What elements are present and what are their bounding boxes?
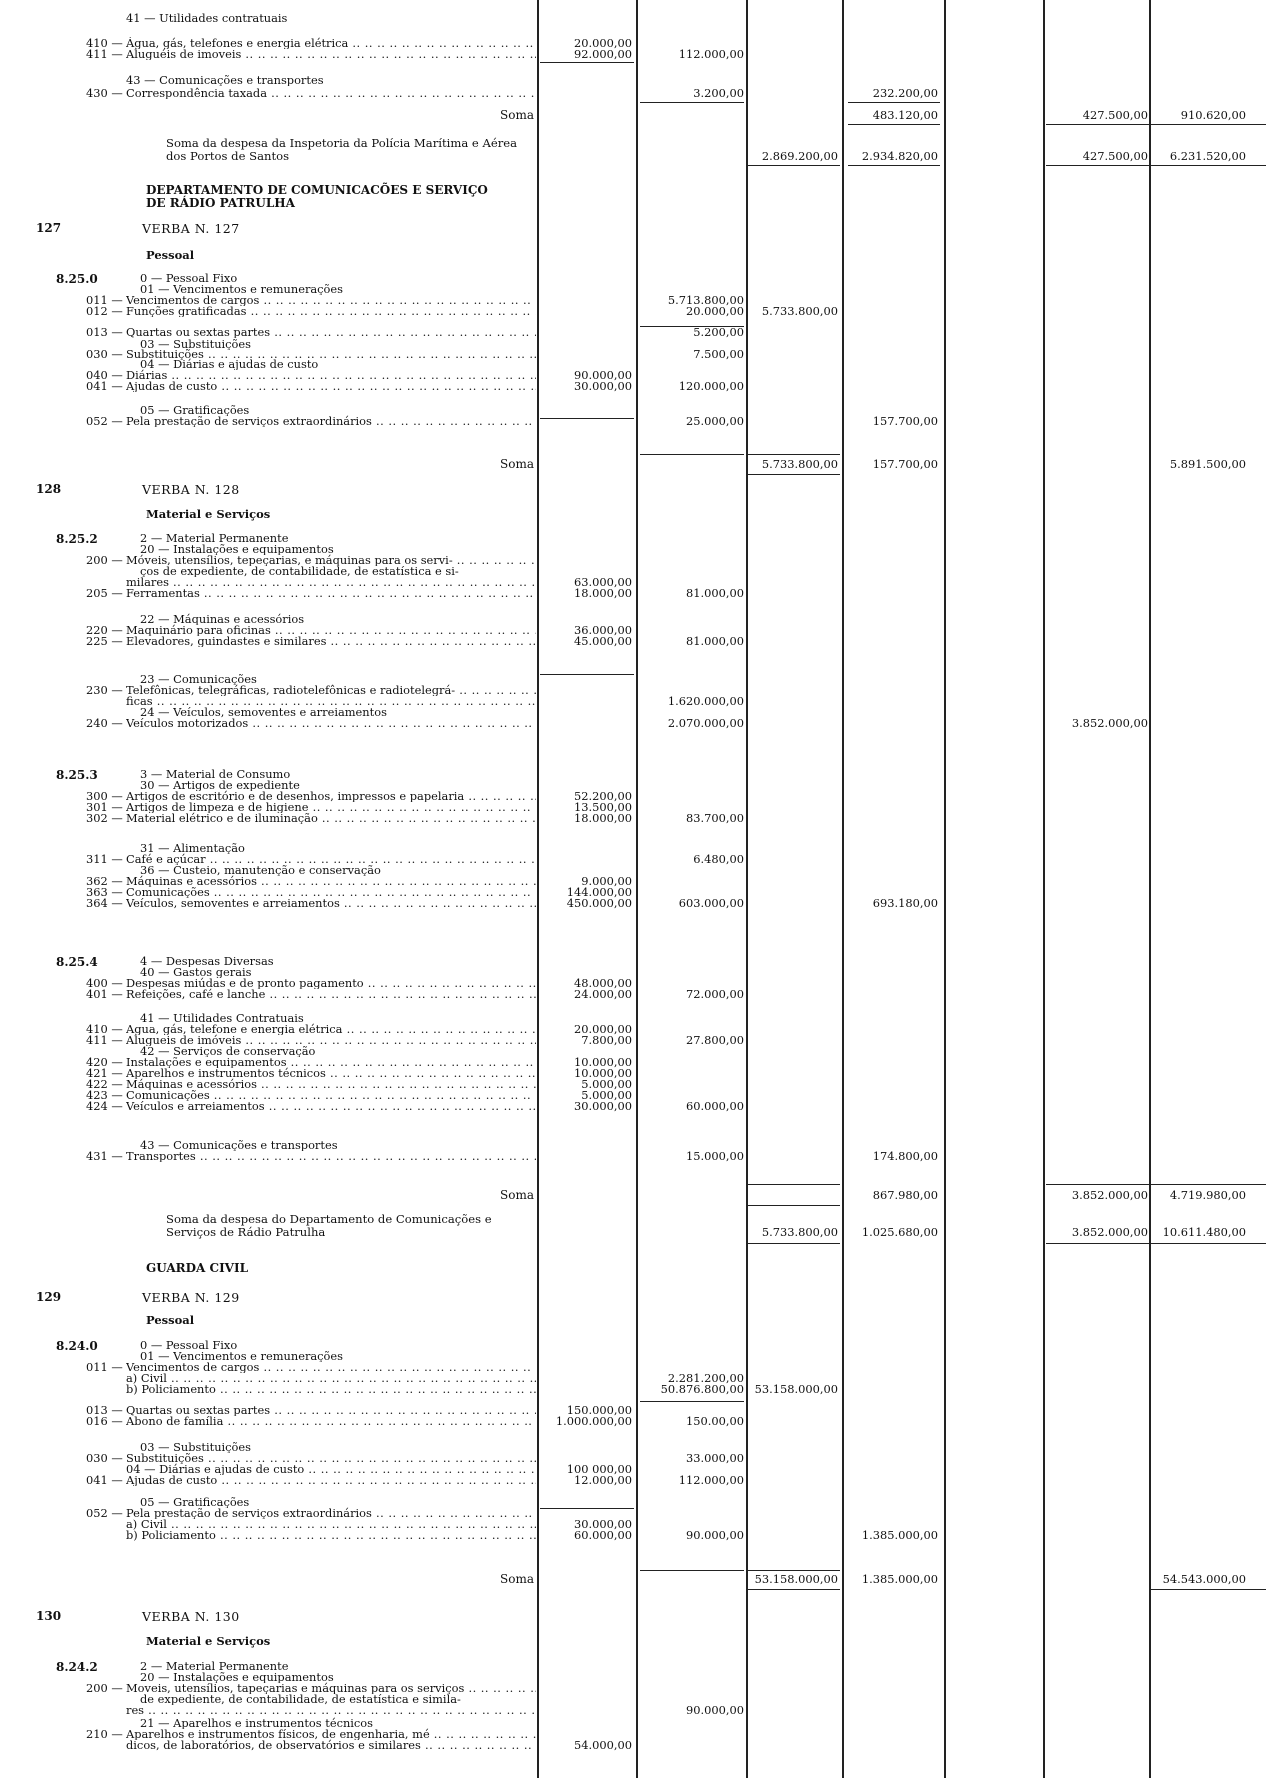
amount-col2: 603.000,00 bbox=[678, 896, 744, 910]
soma-row bbox=[0, 1189, 1269, 1201]
item-description: Quartas ou sextas partes .. .. bbox=[126, 1404, 536, 1416]
amount-col4: 157.700,00 bbox=[872, 414, 938, 428]
rule bbox=[640, 1401, 744, 1402]
item-description: dicos, de laboratórios, de observatórios e similares .. .. bbox=[126, 1739, 536, 1751]
amount-col1: 450.000,00 bbox=[566, 896, 632, 910]
amount-col2: 25.000,00 bbox=[686, 414, 744, 428]
amount-col1: 18.000,00 bbox=[574, 586, 632, 600]
amount-col1: 7.800,00 bbox=[581, 1033, 632, 1047]
group-heading: 01 — Vencimentos e remunerações bbox=[140, 283, 344, 295]
amount-col2: 150.00,00 bbox=[686, 1414, 744, 1428]
amount-col2: 120.000,00 bbox=[678, 379, 744, 393]
rule bbox=[1046, 1184, 1266, 1185]
item-code: 041 — bbox=[86, 379, 123, 393]
item-description: Máquinas e acessórios .. .. bbox=[126, 875, 536, 887]
classification-code: 8.25.4 bbox=[56, 955, 98, 969]
amount-col4: 867.980,00 bbox=[872, 1188, 938, 1202]
group-heading: 03 — Substituições bbox=[140, 338, 252, 350]
amount-col4: 483.120,00 bbox=[872, 108, 938, 122]
amount-col1: 54.000,00 bbox=[574, 1738, 632, 1752]
item-description: Veículos e arreiamentos .. .. bbox=[126, 1100, 536, 1112]
amount-col2: 112.000,00 bbox=[678, 1473, 744, 1487]
amount-col3: 5.733.800,00 bbox=[761, 457, 838, 471]
verba-number: 127 bbox=[36, 221, 62, 235]
group-heading: 01 — Vencimentos e remunerações bbox=[140, 1350, 344, 1362]
amount-col1: 10.000,00 bbox=[574, 1066, 632, 1080]
ledger-row bbox=[0, 305, 1269, 317]
item-description: Móveis, utensílios, tepeçarias, e máquinas para os servi- .. .. bbox=[126, 554, 536, 566]
item-description: 04 — Diárias e ajudas de custo .. .. bbox=[126, 1463, 536, 1475]
amount-col3: 5.733.800,00 bbox=[761, 304, 838, 318]
ledger-row bbox=[0, 717, 1269, 729]
amount-col4: 232.200,00 bbox=[872, 86, 938, 100]
rule bbox=[748, 454, 840, 455]
soma-row bbox=[0, 458, 1269, 470]
amount-col4: 2.934.820,00 bbox=[861, 149, 938, 163]
group-heading: 41 — Utilidades contratuais bbox=[126, 12, 288, 24]
amount-col2: 7.500,00 bbox=[693, 347, 744, 361]
amount-col1: 36.000,00 bbox=[574, 623, 632, 637]
item-description: b) Policiamento .. .. bbox=[126, 1529, 536, 1541]
soma-label: Soma bbox=[500, 457, 534, 471]
verba-title: VERBA N. 127 bbox=[142, 221, 240, 236]
item-description: Agua, gás, telefone e energia elétrica .. .. bbox=[126, 1023, 536, 1035]
item-code: 052 — bbox=[86, 414, 123, 428]
item-code: 410 — bbox=[86, 1022, 123, 1036]
ledger-row bbox=[0, 988, 1269, 1000]
item-code: 362 — bbox=[86, 874, 123, 888]
item-description: Moveis, utensílios, tapeçarias e máquinas para os serviços .. .. bbox=[126, 1682, 536, 1694]
amount-col4: 157.700,00 bbox=[872, 457, 938, 471]
amount-col1: 48.000,00 bbox=[574, 976, 632, 990]
item-description: Alugueis de imóveis .. .. bbox=[126, 1034, 536, 1046]
amount-col2: 83.700,00 bbox=[686, 811, 744, 825]
verba-number: 128 bbox=[36, 482, 62, 496]
section-subtitle: Material e Serviços bbox=[146, 507, 271, 521]
item-code: 200 — bbox=[86, 1681, 123, 1695]
item-description: Vencimentos de cargos .. .. bbox=[126, 294, 536, 306]
amount-col1: 30.000,00 bbox=[574, 1517, 632, 1531]
amount-col2: 15.000,00 bbox=[686, 1149, 744, 1163]
ledger-row bbox=[0, 74, 1269, 86]
group-heading: 04 — Diárias e ajudas de custo bbox=[140, 358, 319, 370]
item-description: Ajudas de custo .. .. bbox=[126, 380, 536, 392]
group-heading: 3 — Material de Consumo bbox=[140, 768, 291, 780]
amount-col3: 2.869.200,00 bbox=[761, 149, 838, 163]
item-code: 300 — bbox=[86, 789, 123, 803]
item-code: 411 — bbox=[86, 47, 123, 61]
item-code: 011 — bbox=[86, 1360, 123, 1374]
amount-col2: 27.800,00 bbox=[686, 1033, 744, 1047]
item-description: ficas .. .. bbox=[126, 695, 536, 707]
item-description: Abono de família .. .. bbox=[126, 1415, 536, 1427]
group-heading: 43 — Comunicações e transportes bbox=[140, 1139, 338, 1151]
rule bbox=[748, 165, 840, 166]
item-description: Máquinas e acessórios .. .. bbox=[126, 1078, 536, 1090]
ledger-row bbox=[0, 87, 1269, 99]
item-code: 052 — bbox=[86, 1506, 123, 1520]
item-description: Transportes .. .. bbox=[126, 1150, 536, 1162]
department-title: GUARDA CIVIL bbox=[146, 1261, 249, 1275]
rule bbox=[748, 1243, 840, 1244]
summary-values bbox=[0, 150, 1269, 162]
item-code: 400 — bbox=[86, 976, 123, 990]
amount-col2: 5.713.800,00 bbox=[667, 293, 744, 307]
group-heading: 21 — Aparelhos e instrumentos técnicos bbox=[140, 1717, 374, 1729]
item-code: 230 — bbox=[86, 683, 123, 697]
ledger-row bbox=[0, 812, 1269, 824]
amount-col1: 30.000,00 bbox=[574, 379, 632, 393]
item-description: Ajudas de custo .. .. bbox=[126, 1474, 536, 1486]
amount-col2: 50.876.800,00 bbox=[660, 1382, 744, 1396]
ledger-row bbox=[0, 415, 1269, 427]
item-code: 220 — bbox=[86, 623, 123, 637]
ledger-row bbox=[0, 380, 1269, 392]
amount-col2: 81.000,00 bbox=[686, 586, 744, 600]
item-code: 363 — bbox=[86, 885, 123, 899]
rule bbox=[540, 1508, 634, 1509]
ledger-row bbox=[0, 12, 1269, 24]
rule bbox=[848, 165, 940, 166]
item-code: 030 — bbox=[86, 347, 123, 361]
ledger-row bbox=[0, 587, 1269, 599]
rule bbox=[1046, 124, 1266, 125]
amount-col5: 427.500,00 bbox=[1082, 108, 1148, 122]
rule bbox=[748, 1205, 840, 1206]
amount-col3: 53.158.000,00 bbox=[754, 1382, 838, 1396]
amount-col1: 100 000,00 bbox=[566, 1462, 632, 1476]
amount-col4: 1.385.000,00 bbox=[861, 1528, 938, 1542]
ledger-row bbox=[0, 1529, 1269, 1541]
item-description: Quartas ou sextas partes .. .. bbox=[126, 326, 536, 338]
amount-col1: 20.000,00 bbox=[574, 1022, 632, 1036]
section-summary: Soma da despesa da Inspetoria da Polícia Marítima e Aérea dos Portos de Santos bbox=[166, 136, 518, 163]
amount-col1: 5.000,00 bbox=[581, 1077, 632, 1091]
group-heading: 20 — Instalações e equipamentos bbox=[140, 1671, 334, 1683]
item-description: res .. .. bbox=[126, 1704, 536, 1716]
item-code: 311 — bbox=[86, 852, 123, 866]
group-heading: 22 — Máquinas e acessórios bbox=[140, 613, 305, 625]
amount-col2: 3.200,00 bbox=[693, 86, 744, 100]
item-code: 205 — bbox=[86, 586, 123, 600]
amount-col6: 4.719.980,00 bbox=[1169, 1188, 1246, 1202]
verba-number: 130 bbox=[36, 1609, 62, 1623]
group-heading: 31 — Alimentação bbox=[140, 842, 245, 854]
amount-col1: 92.000,00 bbox=[574, 47, 632, 61]
amount-col6: 910.620,00 bbox=[1180, 108, 1246, 122]
rule bbox=[748, 474, 840, 475]
item-description: Artigos de escritório e de desenhos, impressos e papelaria .. .. bbox=[126, 790, 536, 802]
amount-col1: 144.000,00 bbox=[566, 885, 632, 899]
item-code: 016 — bbox=[86, 1414, 123, 1428]
item-code: 411 — bbox=[86, 1033, 123, 1047]
amount-col2: 60.000,00 bbox=[686, 1099, 744, 1113]
ledger-row bbox=[0, 897, 1269, 909]
item-description: Comunicações .. .. bbox=[126, 1089, 536, 1101]
group-heading: 42 — Serviços de conservação bbox=[140, 1045, 316, 1057]
item-code: 030 — bbox=[86, 1451, 123, 1465]
amount-col1: 9.000,00 bbox=[581, 874, 632, 888]
ledger-row bbox=[0, 1100, 1269, 1112]
rule bbox=[640, 454, 744, 455]
group-heading: 03 — Substituições bbox=[140, 1441, 252, 1453]
amount-col5: 3.852.000,00 bbox=[1071, 716, 1148, 730]
amount-col6: 54.543.000,00 bbox=[1162, 1572, 1246, 1586]
ledger-row bbox=[0, 1704, 1269, 1716]
rule bbox=[748, 1570, 840, 1571]
item-description: Despesas miúdas e de pronto pagamento .. .. bbox=[126, 977, 536, 989]
item-description: Ferramentas .. .. bbox=[126, 587, 536, 599]
verba-number: 129 bbox=[36, 1290, 62, 1304]
item-description: Telefônicas, telegráficas, radiotelefônicas e radiotelegrá- .. .. bbox=[126, 684, 536, 696]
section-summary: Soma da despesa do Departamento de Comunicações e Serviços de Rádio Patrulha bbox=[166, 1212, 492, 1239]
amount-col2: 2.281.200,00 bbox=[667, 1371, 744, 1385]
amount-col5: 3.852.000,00 bbox=[1071, 1225, 1148, 1239]
item-description: Aparelhos e instrumentos técnicos .. .. bbox=[126, 1067, 536, 1079]
soma-row bbox=[0, 109, 1269, 121]
verba-title: VERBA N. 128 bbox=[142, 482, 240, 497]
rule bbox=[540, 62, 634, 63]
item-description: Aluguéis de imoveis .. .. bbox=[126, 48, 536, 60]
section-subtitle: Material e Serviços bbox=[146, 1634, 271, 1648]
item-description: Artigos de limpeza e de higiene .. .. bbox=[126, 801, 536, 813]
amount-col6: 6.231.520,00 bbox=[1169, 149, 1246, 163]
group-heading: 0 — Pessoal Fixo bbox=[140, 272, 238, 284]
amount-col1: 10.000,00 bbox=[574, 1055, 632, 1069]
item-code: 012 — bbox=[86, 304, 123, 318]
item-code: 210 — bbox=[86, 1727, 123, 1741]
amount-col2: 72.000,00 bbox=[686, 987, 744, 1001]
amount-col1: 12.000,00 bbox=[574, 1473, 632, 1487]
group-heading: 05 — Gratificações bbox=[140, 1496, 250, 1508]
ledger-row bbox=[0, 1150, 1269, 1162]
verba-title: VERBA N. 129 bbox=[142, 1290, 240, 1305]
ledger-row bbox=[0, 1739, 1269, 1751]
amount-col1: 24.000,00 bbox=[574, 987, 632, 1001]
amount-col1: 30.000,00 bbox=[574, 1099, 632, 1113]
rule bbox=[748, 1589, 840, 1590]
item-description: Substituições .. .. bbox=[126, 1452, 536, 1464]
rule bbox=[640, 326, 744, 327]
item-description: Pela prestação de serviços extraordinários .. .. bbox=[126, 415, 536, 427]
item-description: Refeições, café e lanche .. .. bbox=[126, 988, 536, 1000]
item-description: Veículos motorizados .. .. bbox=[126, 717, 536, 729]
item-code: 302 — bbox=[86, 811, 123, 825]
item-description: Instalações e equipamentos .. .. bbox=[126, 1056, 536, 1068]
section-subtitle: Pessoal bbox=[146, 1313, 195, 1327]
amount-col1: 5.000,00 bbox=[581, 1088, 632, 1102]
item-code: 013 — bbox=[86, 325, 123, 339]
amount-col1: 1.000.000,00 bbox=[555, 1414, 632, 1428]
group-heading: 0 — Pessoal Fixo bbox=[140, 1339, 238, 1351]
ledger-row bbox=[0, 1474, 1269, 1486]
ledger-row bbox=[0, 48, 1269, 60]
classification-code: 8.24.2 bbox=[56, 1660, 98, 1674]
rule bbox=[748, 1184, 840, 1185]
amount-col2: 5.200,00 bbox=[693, 325, 744, 339]
rule bbox=[640, 102, 744, 103]
group-heading: 43 — Comunicações e transportes bbox=[126, 74, 324, 86]
item-code: 013 — bbox=[86, 1403, 123, 1417]
item-description: Elevadores, guindastes e similares .. .. bbox=[126, 635, 536, 647]
classification-code: 8.25.3 bbox=[56, 768, 98, 782]
item-description: Funções gratificadas .. .. bbox=[126, 305, 536, 317]
group-heading: 24 — Veículos, semoventes e arreiamentos bbox=[140, 706, 387, 718]
amount-col1: 20.000,00 bbox=[574, 36, 632, 50]
classification-code: 8.24.0 bbox=[56, 1339, 98, 1353]
amount-col4: 1.385.000,00 bbox=[861, 1572, 938, 1586]
item-code: 301 — bbox=[86, 800, 123, 814]
amount-col2: 90.000,00 bbox=[686, 1528, 744, 1542]
item-description: milares .. .. bbox=[126, 576, 536, 588]
amount-col2: 2.070.000,00 bbox=[667, 716, 744, 730]
item-code: 040 — bbox=[86, 368, 123, 382]
amount-col1: 150.000,00 bbox=[566, 1403, 632, 1417]
ledger-row bbox=[0, 1415, 1269, 1427]
item-description: a) Civil .. .. bbox=[126, 1372, 536, 1384]
item-code: 401 — bbox=[86, 987, 123, 1001]
group-heading: 40 — Gastos gerais bbox=[140, 966, 252, 978]
group-heading: 20 — Instalações e equipamentos bbox=[140, 543, 334, 555]
amount-col2: 112.000,00 bbox=[678, 47, 744, 61]
soma-row bbox=[0, 1573, 1269, 1585]
amount-col4: 693.180,00 bbox=[872, 896, 938, 910]
item-description: Água, gás, telefones e energia elétrica .. .. bbox=[126, 37, 536, 49]
item-description: b) Policiamento .. .. bbox=[126, 1383, 536, 1395]
section-subtitle: Pessoal bbox=[146, 248, 195, 262]
item-code: 422 — bbox=[86, 1077, 123, 1091]
amount-col1: 52.200,00 bbox=[574, 789, 632, 803]
item-description: Pela prestação de serviços extraordinários .. .. bbox=[126, 1507, 536, 1519]
amount-col3: 5.733.800,00 bbox=[761, 1225, 838, 1239]
amount-col1: 45.000,00 bbox=[574, 634, 632, 648]
amount-col1: 60.000,00 bbox=[574, 1528, 632, 1542]
summary-values bbox=[0, 1226, 1269, 1238]
amount-col5: 3.852.000,00 bbox=[1071, 1188, 1148, 1202]
item-description: Comunicações .. .. bbox=[126, 886, 536, 898]
rule bbox=[640, 1570, 744, 1571]
item-code: 430 — bbox=[86, 86, 123, 100]
soma-label: Soma bbox=[500, 1188, 534, 1202]
item-code: 200 — bbox=[86, 553, 123, 567]
group-heading: 2 — Material Permanente bbox=[140, 532, 289, 544]
rule bbox=[540, 674, 634, 675]
ledger-row bbox=[0, 635, 1269, 647]
classification-code: 8.25.2 bbox=[56, 532, 98, 546]
amount-col2: 90.000,00 bbox=[686, 1703, 744, 1717]
amount-col1: 13.500,00 bbox=[574, 800, 632, 814]
item-code: 420 — bbox=[86, 1055, 123, 1069]
amount-col3: 53.158.000,00 bbox=[754, 1572, 838, 1586]
item-description: Maquinário para oficinas .. .. bbox=[126, 624, 536, 636]
item-code: 041 — bbox=[86, 1473, 123, 1487]
amount-col1: 63.000,00 bbox=[574, 575, 632, 589]
group-heading: 36 — Custeio, manutenção e conservação bbox=[140, 864, 381, 876]
item-description: Café e açúcar .. .. bbox=[126, 853, 536, 865]
item-code: 424 — bbox=[86, 1099, 123, 1113]
amount-col2: 33.000,00 bbox=[686, 1451, 744, 1465]
item-code: 240 — bbox=[86, 716, 123, 730]
item-description: Vencimentos de cargos .. .. bbox=[126, 1361, 536, 1373]
rule bbox=[540, 418, 634, 419]
item-description: Diárias .. .. bbox=[126, 369, 536, 381]
item-description: a) Civil .. .. bbox=[126, 1518, 536, 1530]
item-code: 011 — bbox=[86, 293, 123, 307]
classification-code: 8.25.0 bbox=[56, 272, 98, 286]
group-heading: 23 — Comunicações bbox=[140, 673, 257, 685]
group-heading: 2 — Material Permanente bbox=[140, 1660, 289, 1672]
verba-title: VERBA N. 130 bbox=[142, 1609, 240, 1624]
ledger-row bbox=[0, 326, 1269, 338]
rule bbox=[1046, 1243, 1266, 1244]
item-code: 364 — bbox=[86, 896, 123, 910]
soma-label: Soma bbox=[500, 108, 534, 122]
ledger-row bbox=[0, 1383, 1269, 1395]
item-description: Correspondência taxada .. .. bbox=[126, 87, 536, 99]
rule bbox=[848, 124, 940, 125]
item-code: 423 — bbox=[86, 1088, 123, 1102]
department-title: DEPARTAMENTO DE COMUNICACÕES E SERVIÇO bbox=[146, 183, 488, 197]
amount-col4: 174.800,00 bbox=[872, 1149, 938, 1163]
department-title: DE RÁDIO PATRULHA bbox=[146, 196, 295, 210]
group-heading: 4 — Despesas Diversas bbox=[140, 955, 274, 967]
rule bbox=[848, 102, 940, 103]
soma-label: Soma bbox=[500, 1572, 534, 1586]
group-heading: de expediente, de contabilidade, de estatística e simila- bbox=[140, 1693, 461, 1705]
item-code: 421 — bbox=[86, 1066, 123, 1080]
amount-col2: 6.480,00 bbox=[693, 852, 744, 866]
amount-col6: 5.891.500,00 bbox=[1169, 457, 1246, 471]
group-heading: 30 — Artigos de expediente bbox=[140, 779, 300, 791]
item-code: 225 — bbox=[86, 634, 123, 648]
rule bbox=[1046, 165, 1266, 166]
group-heading: 05 — Gratificações bbox=[140, 404, 250, 416]
group-heading: 41 — Utilidades Contratuais bbox=[140, 1012, 304, 1024]
amount-col6: 10.611.480,00 bbox=[1162, 1225, 1246, 1239]
amount-col1: 90.000,00 bbox=[574, 368, 632, 382]
item-description: Aparelhos e instrumentos físicos, de engenharia, mé .. .. bbox=[126, 1728, 536, 1740]
item-description: Substituições .. .. bbox=[126, 348, 536, 360]
amount-col2: 81.000,00 bbox=[686, 634, 744, 648]
rule bbox=[1149, 1589, 1266, 1590]
item-description: Veículos, semoventes e arreiamentos .. .. bbox=[126, 897, 536, 909]
amount-col5: 427.500,00 bbox=[1082, 149, 1148, 163]
item-description: Material elétrico e de iluminação .. .. bbox=[126, 812, 536, 824]
amount-col2: 20.000,00 bbox=[686, 304, 744, 318]
item-code: 431 — bbox=[86, 1149, 123, 1163]
amount-col2: 1.620.000,00 bbox=[667, 694, 744, 708]
amount-col1: 18.000,00 bbox=[574, 811, 632, 825]
item-code: 410 — bbox=[86, 36, 123, 50]
group-heading: ços de expediente, de contabilidade, de estatística e si- bbox=[140, 565, 459, 577]
amount-col4: 1.025.680,00 bbox=[861, 1225, 938, 1239]
